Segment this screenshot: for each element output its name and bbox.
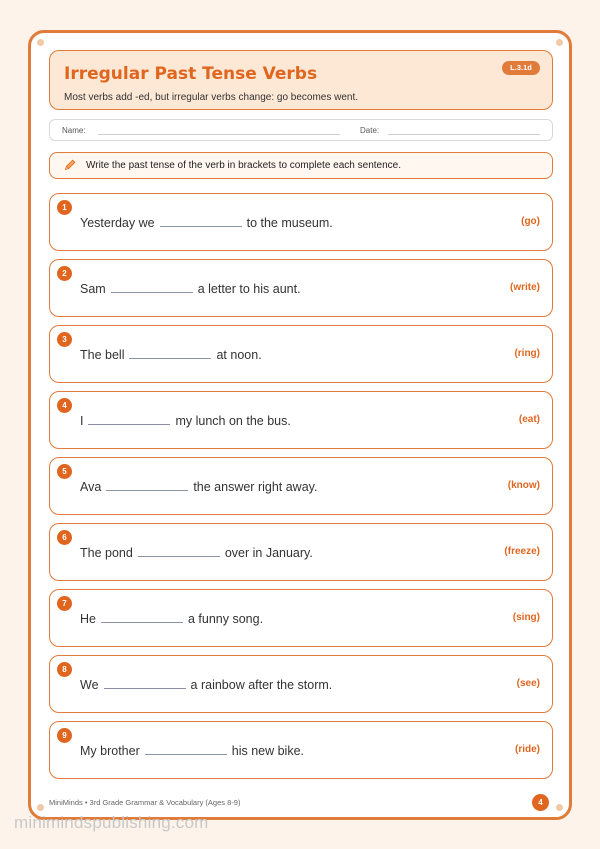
question-number: 9 — [57, 728, 72, 743]
sentence-end: at noon. — [216, 348, 262, 362]
verb-hint: (know) — [507, 480, 540, 491]
question-sentence — [80, 677, 332, 692]
answer-blank[interactable] — [88, 413, 170, 425]
question-number: 4 — [57, 398, 72, 413]
verb-hint: (freeze) — [504, 546, 540, 557]
answer-blank[interactable] — [104, 677, 186, 689]
instruction-box — [49, 152, 553, 179]
answer-blank[interactable] — [106, 479, 188, 491]
question-sentence — [80, 413, 291, 428]
date-label: Date: — [360, 126, 380, 135]
question-number: 2 — [57, 266, 72, 281]
question-number: 6 — [57, 530, 72, 545]
question-card — [49, 193, 553, 251]
page-title: Irregular Past Tense Verbs — [64, 64, 318, 84]
verb-hint: (sing) — [512, 612, 540, 623]
sentence-start: He — [80, 612, 96, 626]
verb-hint: (write) — [510, 282, 540, 293]
question-card — [49, 259, 553, 317]
answer-blank[interactable] — [160, 215, 242, 227]
name-field[interactable] — [98, 134, 340, 135]
answer-blank[interactable] — [101, 611, 183, 623]
sentence-end: my lunch on the bus. — [175, 414, 291, 428]
verb-hint: (ring) — [514, 348, 540, 359]
date-field[interactable] — [388, 134, 540, 135]
sentence-start: I — [80, 414, 84, 428]
question-number: 8 — [57, 662, 72, 677]
corner-dot — [556, 804, 563, 811]
page-number-badge: 4 — [532, 794, 549, 811]
page-subtitle: Most verbs add -ed, but irregular verbs change: go becomes went. — [64, 92, 359, 103]
question-sentence — [80, 743, 304, 758]
name-label: Name: — [62, 126, 86, 135]
question-card — [49, 523, 553, 581]
question-number: 1 — [57, 200, 72, 215]
verb-hint: (go) — [521, 216, 540, 227]
sentence-start: Yesterday we — [80, 216, 155, 230]
question-card — [49, 457, 553, 515]
question-sentence — [80, 611, 263, 626]
sentence-end: the answer right away. — [193, 480, 318, 494]
verb-hint: (eat) — [518, 414, 540, 425]
sentence-end: over in January. — [224, 546, 313, 560]
watermark: minimindspublishing.com — [14, 813, 209, 832]
answer-blank[interactable] — [138, 545, 220, 557]
question-card — [49, 325, 553, 383]
corner-dot — [37, 39, 44, 46]
answer-blank[interactable] — [111, 281, 193, 293]
sentence-start: My brother — [80, 744, 140, 758]
sentence-end: his new bike. — [231, 744, 305, 758]
sentence-end: a funny song. — [187, 612, 264, 626]
corner-dot — [556, 39, 563, 46]
question-sentence — [80, 215, 333, 230]
sentence-start: Sam — [80, 282, 106, 296]
verb-hint: (ride) — [515, 744, 540, 755]
question-number: 5 — [57, 464, 72, 479]
answer-blank[interactable] — [145, 743, 227, 755]
worksheet-header — [49, 50, 553, 110]
worksheet-page — [28, 30, 572, 820]
sentence-end: a rainbow after the storm. — [190, 678, 333, 692]
verb-hint: (see) — [516, 678, 540, 689]
footer-text: MiniMinds • 3rd Grade Grammar & Vocabulary (Ages 8-9) — [49, 798, 241, 807]
corner-dot — [37, 804, 44, 811]
question-sentence — [80, 281, 301, 296]
question-card — [49, 589, 553, 647]
question-sentence — [80, 545, 313, 560]
question-number: 7 — [57, 596, 72, 611]
question-card — [49, 655, 553, 713]
sentence-start: The bell — [80, 348, 125, 362]
sentence-start: We — [80, 678, 99, 692]
instruction-text: Write the past tense of the verb in brackets to complete each sentence. — [86, 160, 401, 171]
question-sentence — [80, 479, 317, 494]
name-date-row — [49, 119, 553, 141]
standard-badge: L.3.1d — [502, 61, 540, 75]
answer-blank[interactable] — [129, 347, 211, 359]
question-card — [49, 721, 553, 779]
pencil-icon — [63, 158, 77, 172]
question-sentence — [80, 347, 262, 362]
sentence-start: Ava — [80, 480, 102, 494]
question-number: 3 — [57, 332, 72, 347]
sentence-end: to the museum. — [246, 216, 333, 230]
sentence-start: The pond — [80, 546, 133, 560]
question-card — [49, 391, 553, 449]
sentence-end: a letter to his aunt. — [197, 282, 301, 296]
